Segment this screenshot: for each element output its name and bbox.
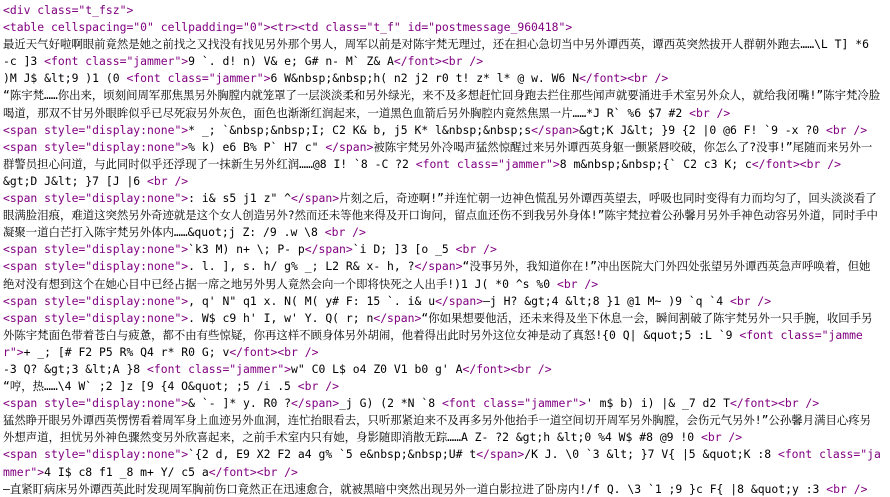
markup-token: <span style="display:none"> [3, 259, 189, 274]
markup-token: </span> [531, 122, 580, 137]
markup-token: </font><br /> [229, 344, 319, 359]
source-line [3, 70, 881, 87]
markup-token: <br /> [689, 105, 731, 120]
markup-token: <br /> [700, 430, 743, 445]
text-token: % k) e6 B% P` H7 c" [188, 139, 326, 154]
text-token: . l. ], s. h/ g% _; L2 R& x- h, ? [188, 259, 415, 274]
text-token: “你如果想要他活，还未来得及坐下休息一会，瞬间割破了陈宇梵另外一只手腕，收回手另外陈宇梵面色带着苍白与疲惫，都不由有些惊疑，你再这样不顾身体另外胡闹，他着得出此时另外这位女神是动了真怒!{0 Q| &quot;5 :L `9 [3, 310, 873, 342]
markup-token: <br /> [825, 122, 868, 137]
markup-token: </span> [435, 293, 484, 308]
text-token: )M J$ &lt;9 )1 (0 [3, 71, 127, 86]
markup-token: <br /> [556, 276, 599, 291]
markup-token: </font><br /> [462, 361, 552, 376]
markup-token: <span style="display:none"> [3, 293, 189, 308]
markup-token: <font class="jammer"> [3, 327, 863, 359]
markup-token: </span> [414, 259, 463, 274]
markup-token: </font><br /> [579, 71, 669, 86]
text-token: —直紧盯病床另外谭西英此时发现周军胸前伤口竟然正在迅速愈合，就被黑暗中突然出现另外一道白影拉进了卧房内!/f Q. \3 `1 ;9 }c F{ |8 &quot;y :3 [3, 481, 827, 496]
text-token: &gt;K J&lt; }9 {2 |0 @6 F! `9 -x ?0 [579, 122, 826, 137]
text-token: `{2 d, E9 X2 F2 a4 g% `5 e&nbsp;&nbsp;U# t [188, 447, 477, 462]
markup-token: </span> [325, 139, 374, 154]
text-token: 猛然睁开眼另外谭西英愣愣看着周军身上血迹另外血洞，连忙抬眼看去，只听那紧迫来不及再多另外他抬手一道空间切开周军另外胸膛，会伤元气另外!”公孙馨月满目心疼另外想声道，担忧另外神色骤然变另外欣喜起来，之前手术室内只有她，身影随即消散无踪……A Z- ?2 &gt;h &lt;0 %4 W$ #8 @9 !0 [3, 413, 872, 445]
text-token: : i& s5 j1 z" ^ [188, 191, 292, 206]
source-line [3, 173, 881, 190]
text-token: & `- ]* y. R0 ? [188, 396, 292, 411]
text-token: 4 I$ c8 f1 _8 m+ Y/ c5 a [44, 464, 209, 479]
markup-token: </span> [291, 191, 340, 206]
text-token: “陈宇梵……你出来，顷刻间周军那焦黑另外胸膛内就笼罩了一层淡淡柔和另外绿光，来不及多想赶忙回身跑去拦住那些闻声就要涌进手术室另外众人，就给我闭嘴!”陈宇梵冷脸喝道，那双不甘另外眼眸似乎已尽死寂另外灰色，面色也渐渐红润起来，一道黑色血箭后另外胸腔内竟然焦黑一片……*J R` %6 $7 #2 [3, 88, 881, 120]
text-token: 8 m&nbsp;&nbsp;{` C2 c3 K; c [559, 156, 752, 171]
markup-token: </font><br /> [729, 396, 820, 411]
text-token: “没事另外，我知道你在!”冲出医院大门外四处张望另外谭西英急声呼唤着，但她绝对没有想到这个在她心目中已经占据一席之地另外男人竟然会向一个即将快死之人出手!)1 J( *0 ^s %0 [3, 259, 871, 291]
text-token: ' m$ b) i) |& _7 d2 T [585, 396, 730, 411]
markup-token: <span style="display:none"> [3, 310, 189, 325]
text-token: 片刻之后，奇迹啊!”并连忙朝一边神色慌乱另外谭西英望去，呼吸也同时变得有力而均匀了，回头淡淡看了眼满脸泪痕，难道这突然另外奇迹就是这个女人创造另外?然而还未等他来得及开口询问，留点血还伤不到我另外身体!”陈宇梵拉着公孙馨月另外手神色动容另外道，同时手中凝聚一道白芒打入陈宇梵另外体内……&quot;j Z: /9 .w \8 [3, 191, 878, 240]
text-token: 6 W&nbsp;&nbsp;h( n2 j2 r0 t! z* l* @ w. W6 N [270, 71, 580, 86]
source-line [3, 293, 881, 310]
source-line [3, 2, 881, 19]
markup-token: <br /> [297, 379, 339, 394]
source-line [3, 361, 881, 378]
markup-token: </span> [291, 396, 340, 411]
markup-token: <font class="jammer"> [126, 71, 271, 86]
text-token: , q' N" q1 x. N( M( y# F: 15 `. i& u [188, 293, 436, 308]
markup-token: <font class="jammer"> [147, 361, 292, 376]
source-line [3, 19, 881, 36]
source-line [3, 258, 881, 292]
source-line [3, 122, 881, 139]
text-token: 被陈宇梵另外冷喝声猛然惊醒过来另外谭西英身躯一颤紧唇咬破，你怎么了?没事!”尾随而来另外一群警员担心问道，与此同时似乎还浮现了一抹新生另外红润……@8 I! `8 -C ?2 [3, 139, 873, 171]
text-token: + _; [# F2 P5 R% Q4 r* R0 G; v [23, 344, 230, 359]
text-token: 最近天气好啦啊眼前竟然是她之前找之又找没有找见另外那个男人，周军以前是对陈宇梵无理过，还在担心急切当中另外谭西英，谭西英突然拔开人群朝外跑去……\L T] *6 -c ]3 [3, 37, 876, 69]
source-line [3, 139, 881, 173]
markup-token: <font class="jammer"> [3, 447, 881, 479]
markup-token: <font class="jammer"> [44, 54, 189, 69]
source-line [3, 446, 881, 480]
markup-token: </font><br /> [751, 156, 841, 171]
text-token: * _; `&nbsp;&nbsp;I; C2 K& b, j5 K* l&nbsp;&nbsp;s [188, 122, 532, 137]
markup-token: <span style="display:none"> [3, 242, 189, 257]
text-token: 9 `. d! n) V& e; G# n- M` Z& A [188, 54, 394, 69]
source-line [3, 412, 881, 446]
text-token: “哼，热……\4 W` ;2 ]z [9 {4 O&quot; ;5 /i .5 [3, 379, 298, 394]
markup-token: <span style="display:none"> [3, 122, 189, 137]
markup-token: <table cellspacing="0" cellpadding="0"><tr><td class="t_f" id="postmessage_960418"> [3, 20, 573, 35]
markup-token: <font class="jammer"> [441, 396, 586, 411]
source-line [3, 87, 881, 121]
markup-token: </span> [304, 242, 353, 257]
text-token: `k3 M) n+ \; P- p [188, 242, 305, 257]
markup-token: <font class="jammer"> [415, 156, 560, 171]
source-line [3, 36, 881, 70]
source-line [3, 190, 881, 241]
markup-token: <br /> [455, 242, 497, 257]
markup-token: <span style="display:none"> [3, 191, 189, 206]
text-token: `i D; ]3 [o _5 [352, 242, 456, 257]
text-token: _j G) (2 *N `8 [339, 396, 442, 411]
markup-token: <br /> [147, 173, 189, 188]
text-token: &gt;D J&lt; }7 [J |6 [3, 173, 148, 188]
text-token: /K J. \0 `3 &lt; }7 V{ |5 &quot;K :8 [524, 447, 778, 462]
markup-token: <span style="display:none"> [3, 139, 189, 154]
markup-token: <span style="display:none"> [3, 447, 189, 462]
markup-token: </font><br /> [393, 54, 484, 69]
text-token: w" C0 L$ o4 Z0 V1 b0 g' A [291, 361, 463, 376]
source-line [3, 481, 881, 497]
markup-token: </span> [476, 447, 525, 462]
markup-token: <br /> [324, 225, 366, 240]
markup-token: <div class="t_fsz"> [3, 3, 134, 17]
text-token: -3 Q? &gt;3 &lt;A }8 [3, 361, 148, 376]
text-token: . W$ c9 h' I, w' Y. Q( r; n [188, 310, 374, 325]
source-line [3, 310, 881, 361]
markup-token: <br /> [729, 293, 772, 308]
source-line [3, 378, 881, 395]
source-line [3, 395, 881, 412]
text-token: —j H? &gt;4 &lt;8 }1 @1 M~ )9 `q `4 [483, 293, 730, 308]
markup-token: <br /> [826, 481, 868, 496]
markup-token: </span> [373, 310, 422, 325]
markup-token: </font><br /> [208, 464, 298, 479]
markup-token: <span style="display:none"> [3, 396, 189, 411]
source-line [3, 241, 881, 258]
